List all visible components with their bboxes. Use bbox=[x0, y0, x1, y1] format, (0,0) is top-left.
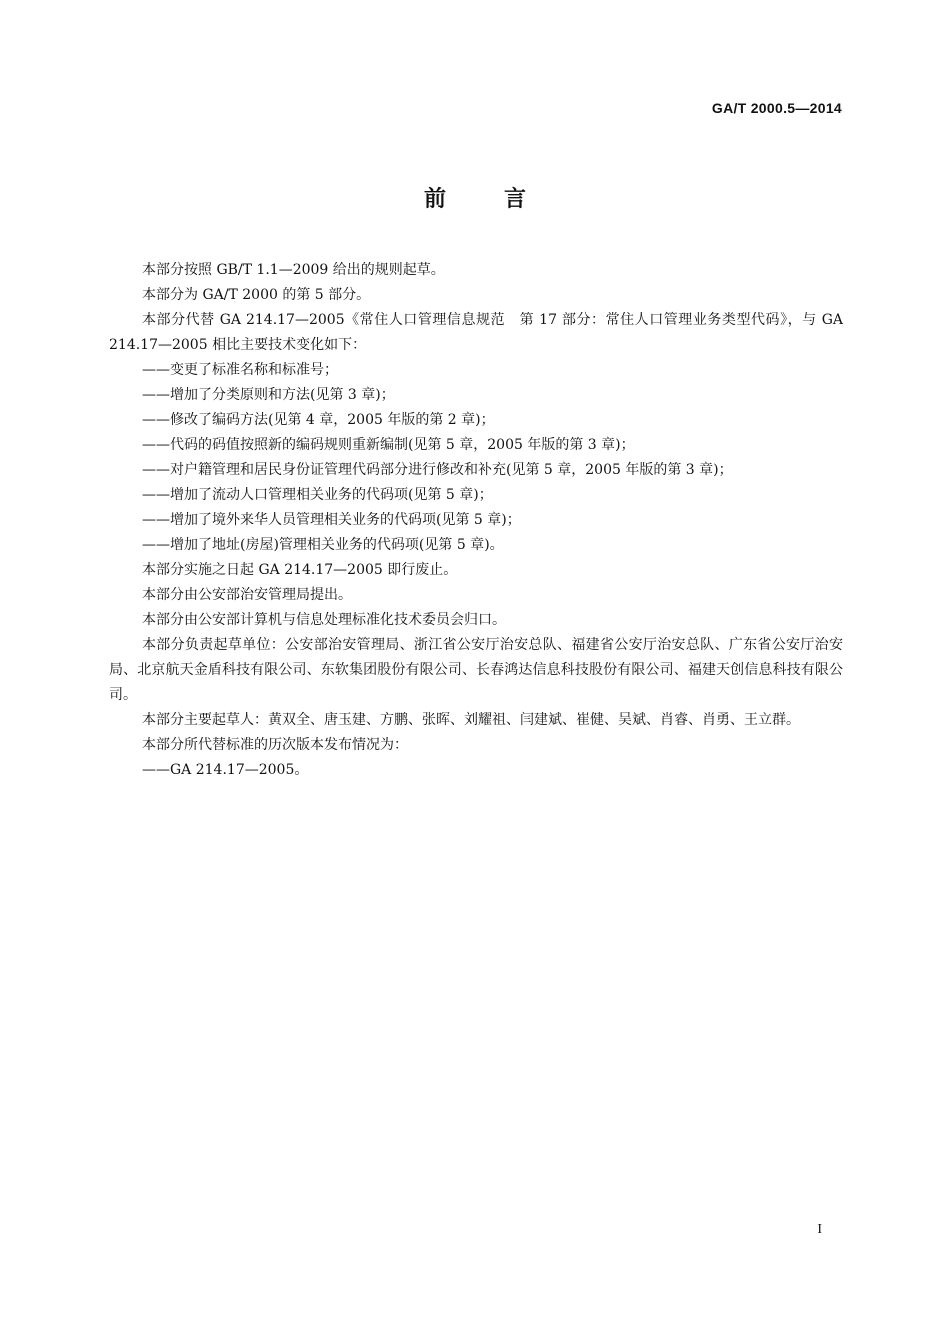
paragraph: 本部分按照 GB/T 1.1—2009 给出的规则起草。 bbox=[142, 262, 445, 278]
page-title: 前言 bbox=[423, 187, 584, 212]
paragraph: 本部分实施之日起 GA 214.17—2005 即行废止。 bbox=[142, 562, 458, 578]
change-item: ——代码的码值按照新的编码规则重新编制(见第 5 章，2005 年版的第 3 章)； bbox=[142, 437, 635, 453]
paragraph: 本部分为 GA/T 2000 的第 5 部分。 bbox=[142, 287, 371, 303]
paragraph: 本部分由公安部治安管理局提出。 bbox=[142, 587, 352, 603]
paragraph: 本部分所代替标准的历次版本发布情况为： bbox=[142, 737, 408, 753]
standard-code-header: GA/T 2000.5—2014 bbox=[711, 100, 842, 116]
change-item: ——增加了分类原则和方法(见第 3 章)； bbox=[142, 387, 395, 403]
paragraph: 本部分由公安部计算机与信息处理标准化技术委员会归口。 bbox=[142, 612, 506, 628]
version-history-item: ——GA 214.17—2005。 bbox=[142, 762, 309, 778]
change-item: ——增加了流动人口管理相关业务的代码项(见第 5 章)； bbox=[142, 487, 493, 503]
change-item: ——对户籍管理和居民身份证管理代码部分进行修改和补充(见第 5 章，2005 年版的第 3 章)； bbox=[142, 462, 733, 478]
change-item: ——变更了标准名称和标准号； bbox=[142, 362, 338, 378]
change-item: ——增加了地址(房屋)管理相关业务的代码项(见第 5 章)。 bbox=[142, 537, 504, 553]
page-number: I bbox=[817, 1222, 822, 1237]
change-item: ——增加了境外来华人员管理相关业务的代码项(见第 5 章)； bbox=[142, 512, 521, 528]
foreword-body bbox=[109, 258, 843, 783]
drafting-units: 本部分负责起草单位：公安部治安管理局、浙江省公安厅治安总队、福建省公安厅治安总队、广东省公安厅治安局、北京航天金盾科技有限公司、东软集团股份有限公司、长春鸿达信息科技股份有限公司、福建天创信息科技有限公司。 bbox=[109, 637, 843, 703]
paragraph: 本部分代替 GA 214.17—2005《常住人口管理信息规范 第 17 部分：常住人口管理业务类型代码》，与 GA 214.17—2005 相比主要技术变化如下： bbox=[109, 312, 843, 353]
drafters: 本部分主要起草人：黄双全、唐玉建、方鹏、张晖、刘耀祖、闫建斌、崔健、吴斌、肖睿、肖勇、王立群。 bbox=[142, 712, 800, 728]
change-item: ——修改了编码方法(见第 4 章，2005 年版的第 2 章)； bbox=[142, 412, 495, 428]
